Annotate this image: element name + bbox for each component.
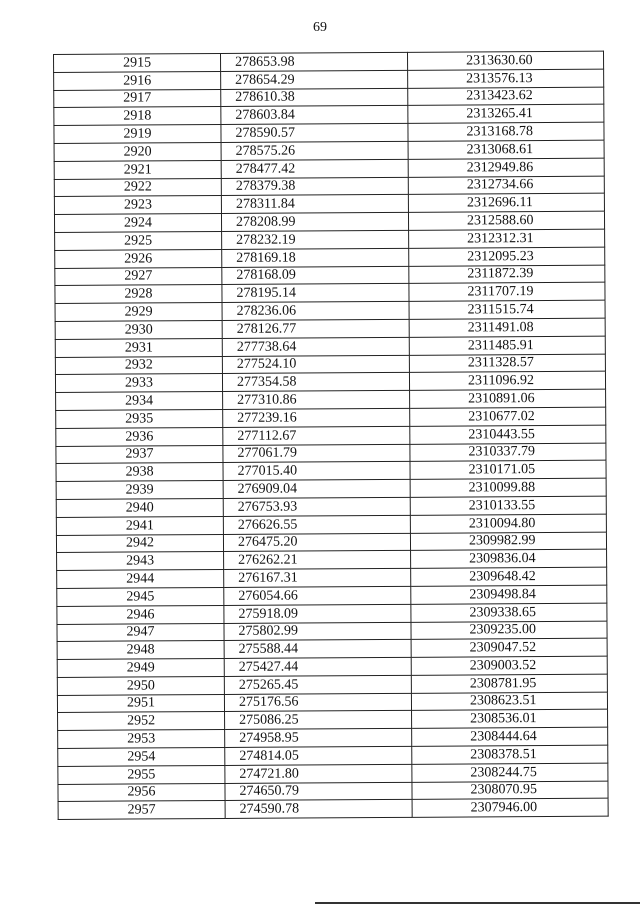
x-coordinate-cell: 278379.38 [221, 177, 408, 196]
point-number-cell: 2924 [54, 214, 221, 233]
point-number-cell: 2951 [57, 694, 224, 713]
y-coordinate-cell: 2312734.66 [408, 176, 604, 195]
point-number-cell: 2942 [56, 534, 223, 553]
y-coordinate-cell: 2309982.99 [410, 532, 606, 551]
y-coordinate-cell: 2308623.51 [411, 692, 607, 711]
y-coordinate-cell: 2308781.95 [411, 674, 607, 693]
point-number-cell: 2947 [57, 623, 224, 642]
y-coordinate-cell: 2312949.86 [408, 158, 604, 177]
x-coordinate-cell: 275918.09 [224, 604, 411, 623]
x-coordinate-cell: 278575.26 [221, 141, 408, 160]
y-coordinate-cell: 2313068.61 [408, 140, 604, 159]
x-coordinate-cell: 275588.44 [224, 640, 411, 659]
point-number-cell: 2937 [56, 445, 223, 464]
point-number-cell: 2929 [55, 303, 222, 322]
x-coordinate-cell: 278236.06 [222, 301, 409, 320]
y-coordinate-cell: 2311707.19 [409, 282, 605, 301]
x-coordinate-cell: 275427.44 [224, 657, 411, 676]
x-coordinate-cell: 277524.10 [222, 355, 409, 374]
y-coordinate-cell: 2310171.05 [410, 460, 606, 479]
x-coordinate-cell: 274814.05 [225, 746, 412, 765]
point-number-cell: 2944 [57, 570, 224, 589]
coordinate-table-container [53, 51, 608, 821]
table-row [58, 799, 608, 820]
point-number-cell: 2932 [55, 356, 222, 375]
y-coordinate-cell: 2312312.31 [409, 229, 605, 248]
point-number-cell: 2928 [55, 285, 222, 304]
x-coordinate-cell: 277354.58 [222, 373, 409, 392]
y-coordinate-cell: 2309047.52 [411, 638, 607, 657]
y-coordinate-cell: 2310337.79 [410, 443, 606, 462]
y-coordinate-cell: 2313265.41 [408, 105, 604, 124]
y-coordinate-cell: 2310099.88 [410, 478, 606, 497]
x-coordinate-cell: 276167.31 [224, 568, 411, 587]
x-coordinate-cell: 278654.29 [221, 70, 408, 89]
point-number-cell: 2953 [58, 730, 225, 749]
y-coordinate-cell: 2310677.02 [410, 407, 606, 426]
point-number-cell: 2939 [56, 481, 223, 500]
point-number-cell: 2955 [58, 765, 225, 784]
x-coordinate-cell: 275086.25 [225, 711, 412, 730]
y-coordinate-cell: 2308536.01 [412, 710, 608, 729]
point-number-cell: 2938 [56, 463, 223, 482]
y-coordinate-cell: 2313630.60 [407, 51, 603, 70]
page-number: 69 [313, 20, 327, 35]
y-coordinate-cell: 2311485.91 [409, 336, 605, 355]
point-number-cell: 2952 [58, 712, 225, 731]
x-coordinate-cell: 276753.93 [223, 497, 410, 516]
x-coordinate-cell: 278311.84 [221, 195, 408, 214]
x-coordinate-cell: 278195.14 [222, 284, 409, 303]
x-coordinate-cell: 278126.77 [222, 319, 409, 338]
x-coordinate-cell: 274721.80 [225, 764, 412, 783]
point-number-cell: 2930 [55, 320, 222, 339]
point-number-cell: 2923 [54, 196, 221, 215]
y-coordinate-cell: 2310443.55 [410, 425, 606, 444]
x-coordinate-cell: 275265.45 [224, 675, 411, 694]
x-coordinate-cell: 278610.38 [221, 88, 408, 107]
point-number-cell: 2931 [55, 338, 222, 357]
coordinate-table [53, 51, 609, 821]
x-coordinate-cell: 278169.18 [222, 248, 409, 267]
y-coordinate-cell: 2309235.00 [411, 621, 607, 640]
point-number-cell: 2956 [58, 783, 225, 802]
bottom-rule [315, 902, 640, 904]
y-coordinate-cell: 2312588.60 [408, 211, 604, 230]
point-number-cell: 2936 [56, 427, 223, 446]
y-coordinate-cell: 2309648.42 [411, 567, 607, 586]
x-coordinate-cell: 278603.84 [221, 106, 408, 125]
y-coordinate-cell: 2311491.08 [409, 318, 605, 337]
point-number-cell: 2957 [58, 801, 225, 820]
x-coordinate-cell: 274958.95 [225, 729, 412, 748]
y-coordinate-cell: 2309836.04 [411, 549, 607, 568]
point-number-cell: 2921 [54, 160, 221, 179]
y-coordinate-cell: 2309003.52 [411, 656, 607, 675]
x-coordinate-cell: 275802.99 [224, 622, 411, 641]
point-number-cell: 2940 [56, 498, 223, 517]
x-coordinate-cell: 276626.55 [223, 515, 410, 534]
point-number-cell: 2934 [56, 392, 223, 411]
y-coordinate-cell: 2311515.74 [409, 300, 605, 319]
y-coordinate-cell: 2312095.23 [409, 247, 605, 266]
x-coordinate-cell: 276475.20 [223, 533, 410, 552]
point-number-cell: 2949 [57, 659, 224, 678]
point-number-cell: 2927 [55, 267, 222, 286]
y-coordinate-cell: 2310891.06 [410, 389, 606, 408]
x-coordinate-cell: 277239.16 [223, 408, 410, 427]
y-coordinate-cell: 2307946.00 [412, 799, 608, 818]
y-coordinate-cell: 2310133.55 [410, 496, 606, 515]
point-number-cell: 2920 [54, 142, 221, 161]
y-coordinate-cell: 2309338.65 [411, 603, 607, 622]
point-number-cell: 2922 [54, 178, 221, 197]
y-coordinate-cell: 2313576.13 [408, 69, 604, 88]
y-coordinate-cell: 2311872.39 [409, 265, 605, 284]
point-number-cell: 2916 [54, 71, 221, 90]
x-coordinate-cell: 275176.56 [224, 693, 411, 712]
y-coordinate-cell: 2311096.92 [409, 371, 605, 390]
point-number-cell: 2954 [58, 748, 225, 767]
x-coordinate-cell: 278653.98 [220, 52, 407, 71]
point-number-cell: 2925 [55, 231, 222, 250]
x-coordinate-cell: 276909.04 [223, 479, 410, 498]
point-number-cell: 2926 [55, 249, 222, 268]
x-coordinate-cell: 276262.21 [224, 551, 411, 570]
point-number-cell: 2933 [55, 374, 222, 393]
y-coordinate-cell: 2308378.51 [412, 745, 608, 764]
point-number-cell: 2943 [57, 552, 224, 571]
coordinate-table-body [54, 51, 609, 820]
y-coordinate-cell: 2309498.84 [411, 585, 607, 604]
x-coordinate-cell: 274650.79 [225, 782, 412, 801]
x-coordinate-cell: 276054.66 [224, 586, 411, 605]
point-number-cell: 2946 [57, 605, 224, 624]
x-coordinate-cell: 277061.79 [223, 444, 410, 463]
point-number-cell: 2917 [54, 89, 221, 108]
y-coordinate-cell: 2308444.64 [412, 727, 608, 746]
x-coordinate-cell: 277310.86 [223, 390, 410, 409]
x-coordinate-cell: 278168.09 [222, 266, 409, 285]
point-number-cell: 2948 [57, 641, 224, 660]
x-coordinate-cell: 278208.99 [221, 213, 408, 232]
y-coordinate-cell: 2311328.57 [409, 354, 605, 373]
point-number-cell: 2935 [56, 409, 223, 428]
x-coordinate-cell: 278232.19 [222, 230, 409, 249]
point-number-cell: 2918 [54, 107, 221, 126]
x-coordinate-cell: 278590.57 [221, 124, 408, 143]
point-number-cell: 2919 [54, 125, 221, 144]
point-number-cell: 2945 [57, 587, 224, 606]
point-number-cell: 2941 [56, 516, 223, 535]
x-coordinate-cell: 274590.78 [225, 800, 412, 819]
y-coordinate-cell: 2313168.78 [408, 122, 604, 141]
x-coordinate-cell: 277112.67 [223, 426, 410, 445]
x-coordinate-cell: 277015.40 [223, 462, 410, 481]
point-number-cell: 2915 [54, 53, 221, 72]
y-coordinate-cell: 2308070.95 [412, 781, 608, 800]
y-coordinate-cell: 2313423.62 [408, 87, 604, 106]
x-coordinate-cell: 278477.42 [221, 159, 408, 178]
y-coordinate-cell: 2310094.80 [410, 514, 606, 533]
y-coordinate-cell: 2312696.11 [408, 194, 604, 213]
y-coordinate-cell: 2308244.75 [412, 763, 608, 782]
x-coordinate-cell: 277738.64 [222, 337, 409, 356]
point-number-cell: 2950 [57, 676, 224, 695]
